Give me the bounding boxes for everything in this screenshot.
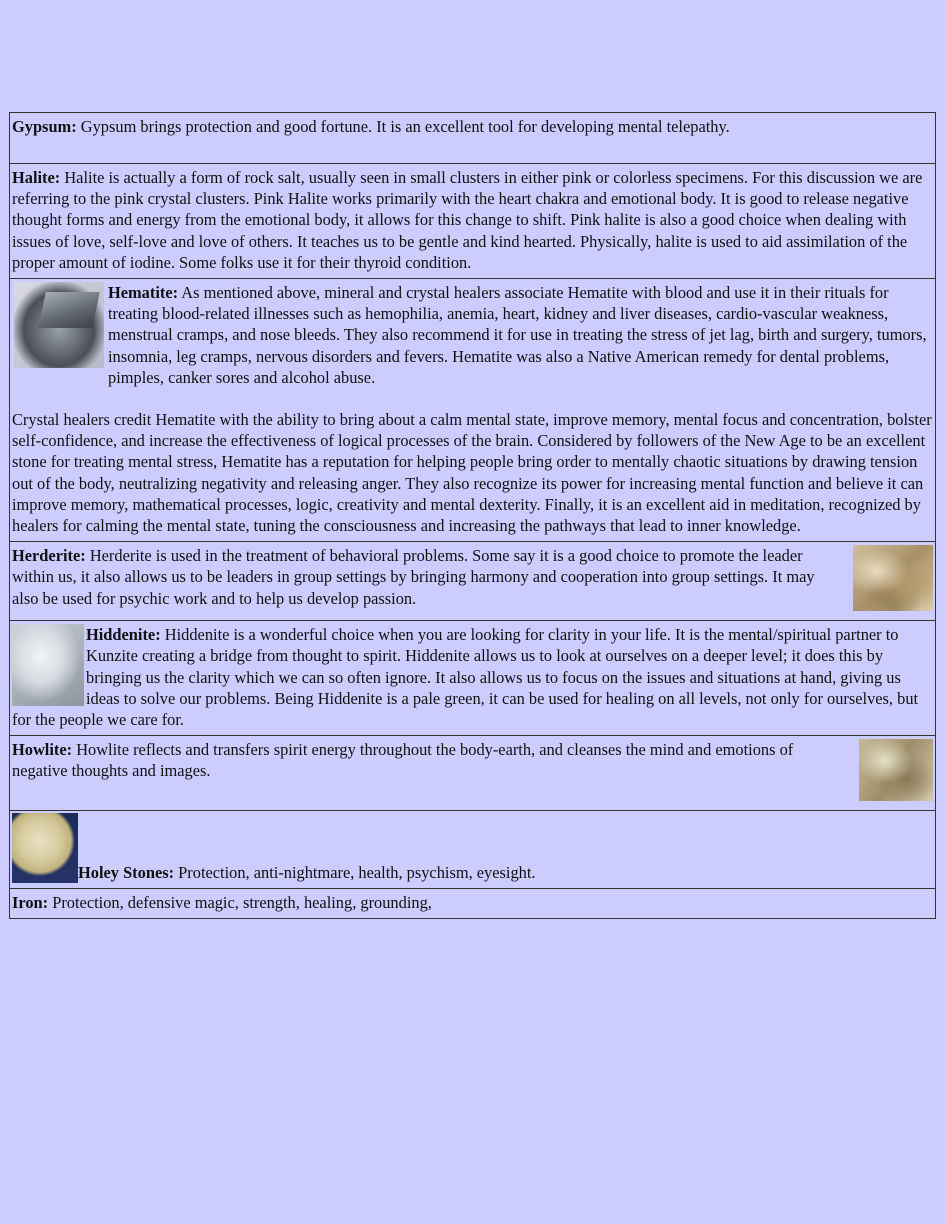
- entry-text: As mentioned above, mineral and crystal healers associate Hematite with blood and use it in their rituals for treating blood-related illnesses such as hemophilia, anemia, heart, kidney and liver diseases, cardio-vascular weakness, menstrual cramps, and nose bleeds. They also recommend it for use in treating the stress of jet lag, birth and surgery, tumors, insomnia, leg cramps, nervous disorders and fevers. Hematite was also a Native American remedy for dental problems, pimples, canker sores and alcohol abuse.: [108, 283, 927, 387]
- entry-row-howlite: [10, 736, 936, 811]
- entry-holey-stones: [10, 811, 936, 889]
- entry-row-halite: [10, 164, 936, 279]
- entry-text: Protection, defensive magic, strength, healing, grounding,: [48, 893, 432, 913]
- entry-text: Protection, anti-nightmare, health, psychism, eyesight.: [174, 863, 536, 883]
- stone-entries-table: [9, 112, 936, 919]
- entry-howlite: [10, 736, 936, 811]
- herderite-image: [853, 545, 933, 611]
- entry-hematite: [10, 279, 936, 542]
- entry-name: Herderite:: [12, 546, 86, 566]
- entry-row-herderite: [10, 542, 936, 621]
- entry-text: Hiddenite is a wonderful choice when you are looking for clarity in your life. It is the mental/spiritual partner to Kunzite creating a bridge from thought to spirit. Hiddenite allows us to look at ourselves on a deeper level; it does this by bringing us the clarity which we can so often ignore. It also allows us to focus on the issues and situations at hand, giving us ideas to solve our problems. Being Hiddenite is a pale green, it can be used for healing on all levels, not only for ourselves, but for the people we care for.: [12, 625, 919, 730]
- entry-name: Iron:: [12, 893, 49, 913]
- howlite-image: [859, 739, 933, 801]
- entry-text: Howlite reflects and transfers spirit energy throughout the body-earth, and cleanses the mind and emotions of negative thoughts and images.: [12, 740, 794, 781]
- holey-stone-image: [12, 813, 78, 883]
- entry-text: Gypsum brings protection and good fortune. It is an excellent tool for developing mental telepathy.: [76, 117, 730, 136]
- entry-text: Herderite is used in the treatment of behavioral problems. Some say it is a good choice to promote the leader within us, it also allows us to be leaders in group settings by bringing harmony and cooperation into group settings. It may also be used for psychic work and to help us develop passion.: [12, 546, 815, 608]
- entry-iron: [10, 889, 936, 919]
- entry-name: Hematite:: [108, 283, 179, 303]
- hematite-image: [14, 282, 104, 368]
- entry-name: Hiddenite:: [86, 625, 161, 645]
- entry-row-hematite: [10, 279, 936, 542]
- entry-halite: [10, 164, 936, 279]
- entry-hiddenite: [10, 621, 936, 736]
- entry-gypsum: [10, 113, 936, 164]
- entry-name: Holey Stones:: [78, 863, 175, 883]
- entry-row-holey-stones: [10, 811, 936, 889]
- entry-name: Halite:: [12, 168, 61, 187]
- entry-row-gypsum: [10, 113, 936, 164]
- entry-row-iron: [10, 889, 936, 919]
- entry-text: Halite is actually a form of rock salt, usually seen in small clusters in either pink or colorless specimens. For this discussion we are referring to the pink crystal clusters. Pink Halite works primarily with the heart chakra and emotional body. It is good to release negative thought forms and energy from the emotional body, it allows for this change to shift. Pink halite is also a good choice when dealing with issues of love, self-love and love of others. It teaches us to be gentle and kind hearted. Physically, halite is used to aid assimilation of the proper amount of iodine. Some folks use it for their thyroid condition.: [12, 168, 923, 272]
- entry-row-hiddenite: [10, 621, 936, 736]
- entry-name: Gypsum:: [12, 117, 77, 136]
- entry-herderite: [10, 542, 936, 621]
- entry-text-2: Crystal healers credit Hematite with the ability to bring about a calm mental state, improve memory, mental focus and concentration, bolster self-confidence, and increase the effectiveness of logical processes of the brain. Considered by followers of the New Age to be an excellent stone for treating mental stress, Hematite has a reputation for helping people bring order to mentally chaotic situations by drawing tension out of the body, neutralizing negativity and releasing anger. They also recognize its power for increasing mental function and believe it can improve memory, mathematical processes, logic, creativity and mental dexterity. Finally, it is an excellent aid in meditation, recognized by healers for calming the mental state, tuning the consciousness and increasing the pathways that lead to inner knowledge.: [12, 410, 932, 536]
- hiddenite-image: [12, 624, 84, 706]
- entry-name: Howlite:: [12, 740, 73, 760]
